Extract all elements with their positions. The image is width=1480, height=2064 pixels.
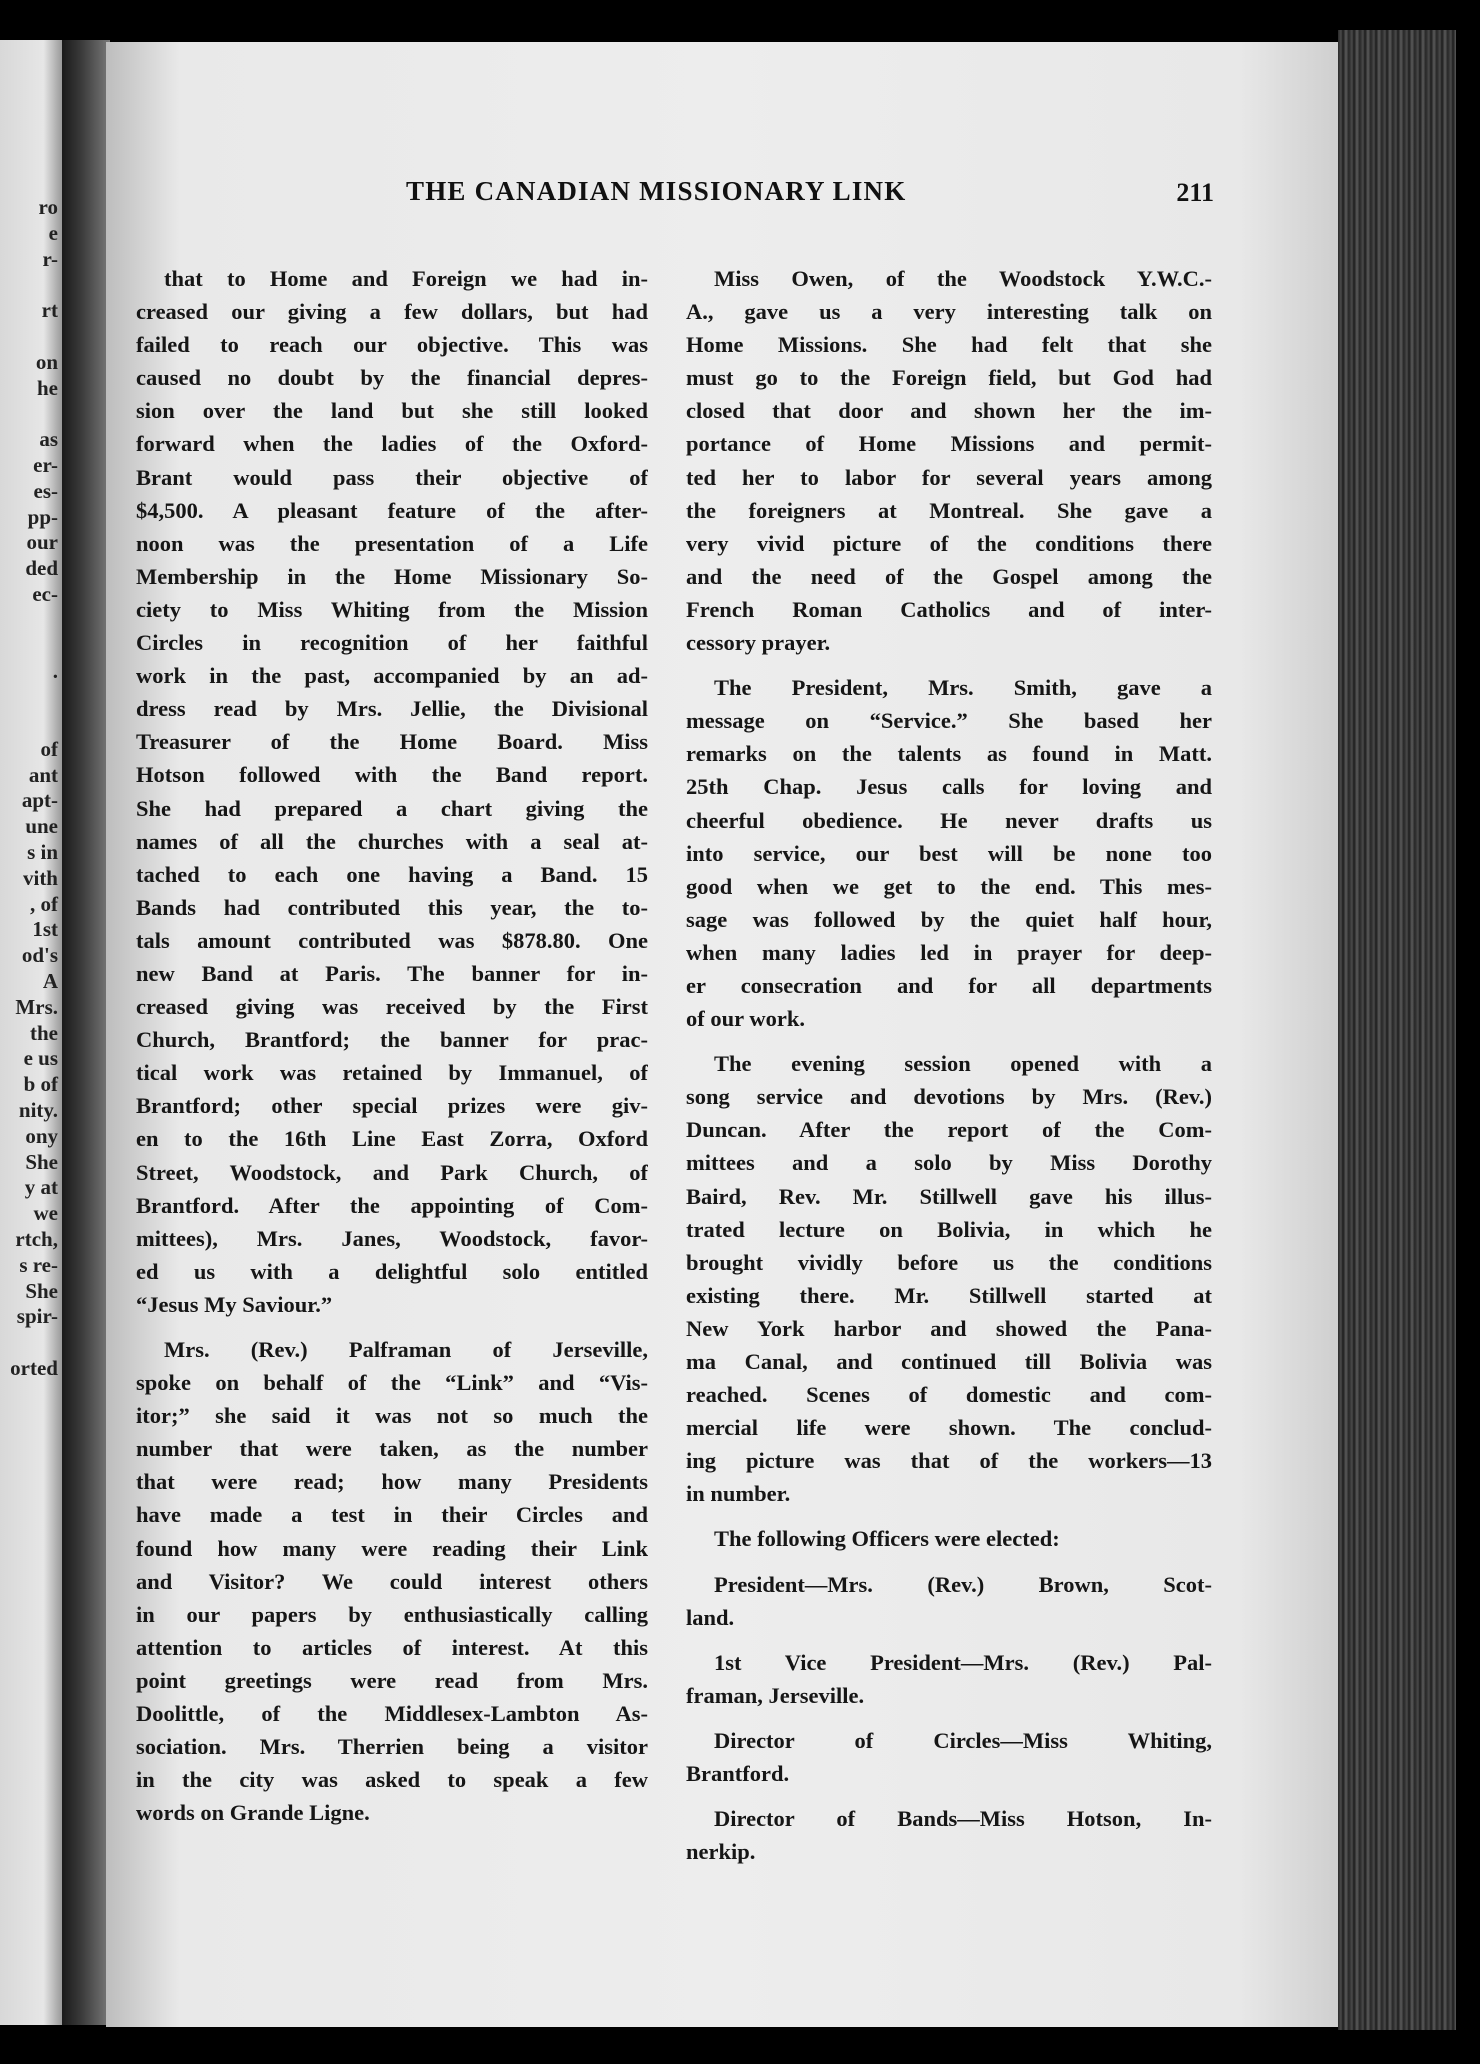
text-line: Hotson followed with the Band report. <box>136 762 648 788</box>
previous-page-fragment: we <box>33 1201 58 1226</box>
text-line: that to Home and Foreign we had in- <box>164 266 648 291</box>
text-line: in our papers by enthusiastically calling <box>136 1601 648 1627</box>
text-line: French Roman Catholics and of inter- <box>686 596 1212 622</box>
text-line: President—Mrs. (Rev.) Brown, Scot- <box>714 1571 1212 1597</box>
text-line: of our work. <box>686 1006 805 1032</box>
text-line: tached to each one having a Band. 15 <box>136 861 648 887</box>
text-line: The following Officers were elected: <box>714 1526 1060 1552</box>
text-line: in number. <box>686 1481 791 1507</box>
text-line: Director of Bands—Miss Hotson, In- <box>714 1806 1212 1832</box>
previous-page-fragment: e us <box>23 1046 58 1071</box>
previous-page-fragment: ony <box>25 1123 58 1148</box>
previous-page-fragment: s re- <box>19 1252 58 1277</box>
text-line: new Band at Paris. The banner for in- <box>136 960 648 986</box>
paragraph-gap <box>686 1510 1212 1522</box>
text-line: nerkip. <box>686 1839 756 1865</box>
previous-page-fragment: vith <box>22 865 58 890</box>
text-line: Brantford. <box>686 1761 790 1787</box>
page-number: 211 <box>1176 178 1214 207</box>
text-line: noon was the presentation of a Life <box>136 530 648 556</box>
text-line: message on “Service.” She based her <box>686 708 1212 734</box>
previous-page-fragment: as <box>39 427 58 452</box>
previous-page-fragment: rt <box>41 298 58 323</box>
text-line: found how many were reading their Link <box>136 1535 648 1561</box>
text-line: Bands had contributed this year, the to- <box>136 894 648 920</box>
previous-page-fragment: rtch, <box>15 1227 58 1251</box>
text-line: ing picture was that of the workers—13 <box>686 1448 1212 1474</box>
previous-page-fragment: ec- <box>32 582 58 606</box>
previous-page-fragment: he <box>37 375 58 400</box>
previous-page-fragment: our <box>26 530 58 555</box>
text-line: Brantford; other special prizes were giv- <box>136 1093 648 1119</box>
text-line: tals amount contributed was $878.80. One <box>136 927 648 953</box>
book-gutter <box>62 40 110 2025</box>
text-line: the foreigners at Montreal. She gave a <box>686 497 1212 523</box>
text-line: $4,500. A pleasant feature of the after- <box>136 497 648 523</box>
previous-page-fragment: pp- <box>27 504 58 529</box>
page-edges <box>1338 30 1456 2030</box>
text-line: when many ladies led in prayer for deep- <box>686 939 1212 965</box>
text-line: 25th Chap. Jesus calls for loving and <box>686 774 1212 800</box>
left-text-column <box>136 262 648 1829</box>
text-line: spoke on behalf of the “Link” and “Vis- <box>136 1370 648 1396</box>
text-line: Miss Owen, of the Woodstock Y.W.C.- <box>714 266 1212 291</box>
paragraph-gap <box>686 1790 1212 1802</box>
previous-page-fragment: on <box>35 349 58 374</box>
previous-page-fragment: the <box>30 1020 58 1045</box>
text-line: Mrs. (Rev.) Palframan of Jerseville, <box>164 1337 648 1362</box>
previous-page-fragment: y at <box>24 1175 58 1200</box>
text-line: ed us with a delightful solo entitled <box>136 1258 648 1284</box>
text-line: Duncan. After the report of the Com- <box>686 1117 1212 1143</box>
text-line: point greetings were read from Mrs. <box>136 1667 648 1693</box>
text-line: reached. Scenes of domestic and com- <box>686 1382 1212 1408</box>
text-line: number that were taken, as the number <box>136 1436 648 1462</box>
text-line: mittees and a solo by Miss Dorothy <box>686 1150 1212 1176</box>
text-line: ma Canal, and continued till Bolivia was <box>686 1349 1212 1374</box>
text-line: Circles in recognition of her faithful <box>136 630 648 656</box>
text-line: names of all the churches with a seal at- <box>136 828 648 854</box>
text-line: Home Missions. She had felt that she <box>686 332 1212 358</box>
text-line: mercial life were shown. The conclud- <box>686 1415 1212 1441</box>
text-line: Church, Brantford; the banner for prac- <box>136 1027 648 1053</box>
previous-page-fragment: , of <box>30 891 58 916</box>
text-line: itor;” she said it was not so much the <box>136 1403 648 1429</box>
text-line: caused no doubt by the financial depres- <box>136 365 648 391</box>
previous-page-fragment: s in <box>27 840 58 864</box>
previous-page-fragment: spir- <box>16 1304 58 1329</box>
previous-page-fragment: orted <box>10 1356 58 1380</box>
text-line: 1st Vice President—Mrs. (Rev.) Pal- <box>714 1649 1212 1675</box>
paragraph-gap <box>686 659 1212 671</box>
previous-page-fragment: b of <box>23 1072 58 1097</box>
text-line: Brant would pass their objective of <box>136 464 648 490</box>
text-line: very vivid picture of the conditions there <box>686 530 1212 556</box>
paragraph-gap <box>686 1634 1212 1646</box>
text-line: Street, Woodstock, and Park Church, of <box>136 1159 648 1185</box>
text-line: Brantford. After the appointing of Com- <box>136 1192 648 1218</box>
text-line: The evening session opened with a <box>714 1051 1212 1077</box>
previous-page-fragment: ro <box>38 195 58 219</box>
paragraph-gap <box>686 1556 1212 1568</box>
previous-page-fragment: er- <box>33 453 58 477</box>
text-line: ciety to Miss Whiting from the Mission <box>136 596 648 622</box>
text-line: song service and devotions by Mrs. (Rev.) <box>686 1084 1212 1110</box>
text-line: trated lecture on Bolivia, in which he <box>686 1216 1212 1242</box>
text-line: creased our giving a few dollars, but had <box>136 299 648 325</box>
previous-page-fragment: A <box>42 969 58 993</box>
text-line: sociation. Mrs. Therrien being a visitor <box>136 1734 648 1760</box>
text-line: portance of Home Missions and permit- <box>686 431 1212 457</box>
previous-page-fragment: apt- <box>21 788 58 813</box>
text-line: in the city was asked to speak a few <box>136 1767 648 1793</box>
text-line: “Jesus My Saviour.” <box>136 1291 333 1317</box>
text-line: good when we get to the end. This mes- <box>686 873 1212 899</box>
text-line: remarks on the talents as found in Matt. <box>686 741 1212 767</box>
previous-page-fragment: She <box>25 1278 58 1303</box>
text-line: closed that door and shown her the im- <box>686 398 1212 424</box>
text-line: Membership in the Home Missionary So- <box>136 563 648 589</box>
text-line: New York harbor and showed the Pana- <box>686 1315 1212 1341</box>
text-line: failed to reach our objective. This was <box>136 332 648 358</box>
previous-page-edge <box>0 40 62 2025</box>
text-line: attention to articles of interest. At this <box>136 1634 648 1660</box>
text-line: must go to the Foreign field, but God had <box>686 365 1212 391</box>
text-line: that were read; how many Presidents <box>136 1469 648 1495</box>
text-line: land. <box>686 1604 735 1630</box>
text-line: dress read by Mrs. Jellie, the Divisional <box>136 696 648 722</box>
text-line: The President, Mrs. Smith, gave a <box>714 675 1212 701</box>
text-line: Director of Circles—Miss Whiting, <box>714 1727 1212 1753</box>
text-line: er consecration and for all departments <box>686 972 1212 998</box>
previous-page-fragment: of <box>40 736 58 761</box>
previous-page-fragment: od's <box>21 943 58 968</box>
running-head: THE CANADIAN MISSIONARY LINK <box>406 176 907 206</box>
paragraph-gap <box>686 1035 1212 1047</box>
text-line: into service, our best will be none too <box>686 840 1212 866</box>
text-line: sion over the land but she still looked <box>136 398 648 424</box>
previous-page-fragment: e <box>48 220 58 245</box>
text-line: words on Grande Ligne. <box>136 1800 370 1826</box>
text-line: en to the 16th Line East Zorra, Oxford <box>136 1126 648 1152</box>
text-line: A., gave us a very interesting talk on <box>686 299 1212 325</box>
previous-page-fragment: Mrs. <box>15 994 58 1019</box>
text-line: ted her to labor for several years among <box>686 464 1212 490</box>
text-line: existing there. Mr. Stillwell started at <box>686 1282 1212 1308</box>
text-line: brought vividly before us the conditions <box>686 1249 1212 1275</box>
text-line: sage was followed by the quiet half hour, <box>686 906 1212 932</box>
text-line: and the need of the Gospel among the <box>686 563 1212 589</box>
previous-page-fragment: 1st <box>32 917 58 942</box>
text-line: cheerful obedience. He never drafts us <box>686 807 1212 833</box>
text-line: Doolittle, of the Middlesex-Lambton As- <box>136 1701 648 1727</box>
previous-page-fragment: She <box>25 1149 58 1174</box>
text-line: Treasurer of the Home Board. Miss <box>136 729 648 755</box>
text-line: work in the past, accompanied by an ad- <box>136 663 648 689</box>
previous-page-fragment: ded <box>25 556 58 581</box>
text-line: Baird, Rev. Mr. Stillwell gave his illus- <box>686 1183 1212 1209</box>
text-line: and Visitor? We could interest others <box>136 1568 648 1594</box>
text-line: have made a test in their Circles and <box>136 1502 648 1528</box>
text-line: cessory prayer. <box>686 630 831 656</box>
previous-page-fragment: . <box>52 659 58 684</box>
paragraph-gap <box>686 1712 1212 1724</box>
text-line: forward when the ladies of the Oxford- <box>136 431 648 457</box>
text-line: mittees), Mrs. Janes, Woodstock, favor- <box>136 1225 648 1251</box>
text-line: creased giving was received by the First <box>136 994 648 1020</box>
paragraph-gap <box>136 1321 648 1333</box>
previous-page-fragment: es- <box>33 478 58 503</box>
text-line: tical work was retained by Immanuel, of <box>136 1060 648 1086</box>
page-header <box>406 176 1226 216</box>
text-line: She had prepared a chart giving the <box>136 795 648 821</box>
right-text-column <box>686 262 1212 1868</box>
previous-page-fragment: ant <box>28 762 58 787</box>
previous-page-fragment: nity. <box>18 1098 58 1122</box>
previous-page-fragment: une <box>25 814 58 839</box>
previous-page-fragment: r- <box>42 246 58 271</box>
text-line: framan, Jerseville. <box>686 1682 865 1708</box>
